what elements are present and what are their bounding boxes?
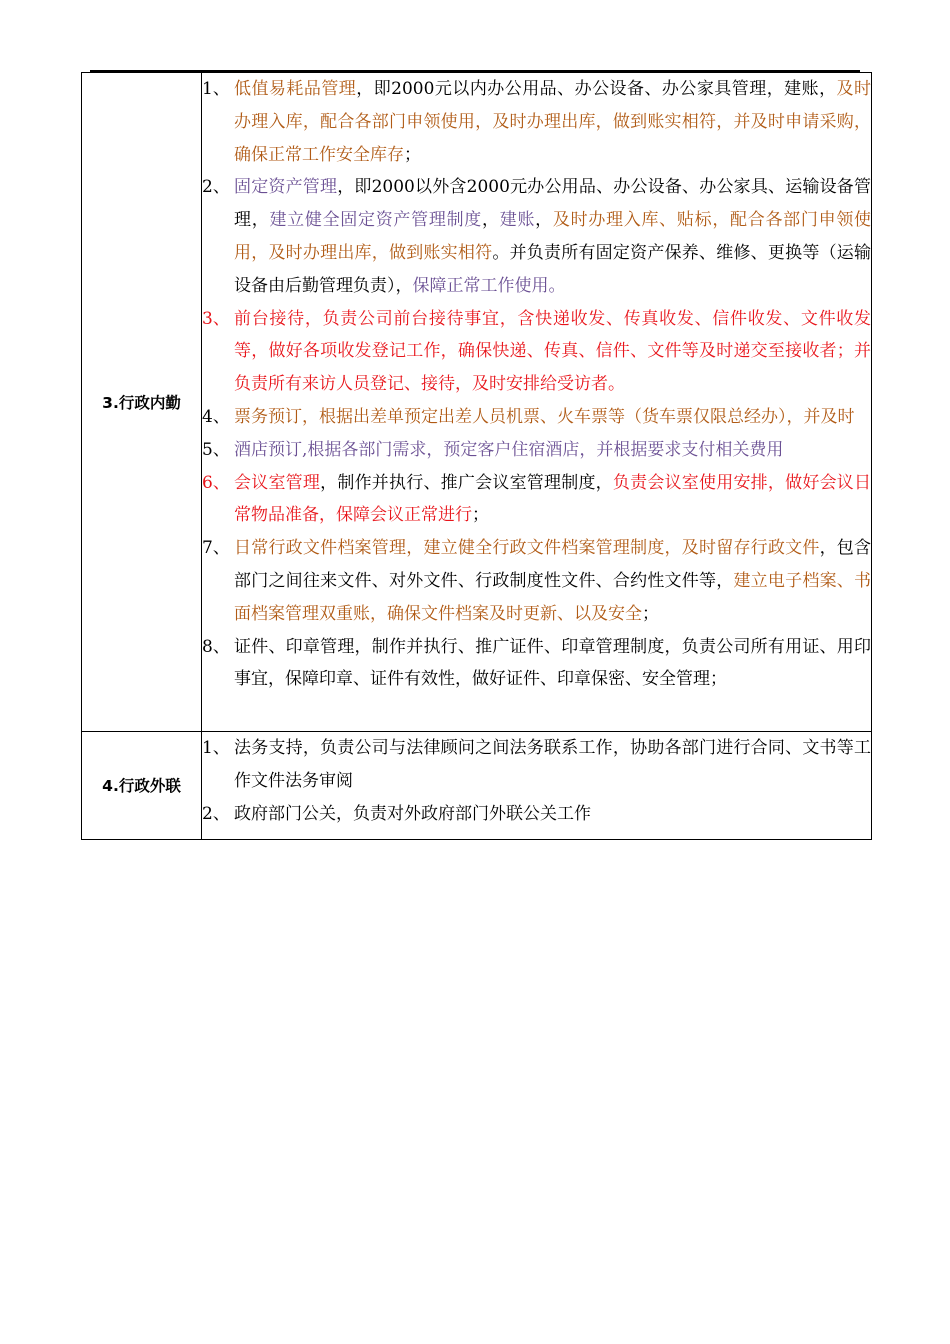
text-segment: 及时办理入库，配合各部门申领使用，及时办理出库，做到账实相符，并及时申请采购，确保正常工作安全库存 bbox=[234, 79, 872, 165]
list-item bbox=[202, 401, 871, 434]
item-number: 1、 bbox=[202, 738, 230, 759]
item-number: 4、 bbox=[202, 406, 230, 427]
text-segment: 日常行政文件档案管理，建立健全行政文件档案管理制度，及时留存行政文件 bbox=[234, 538, 820, 559]
text-segment: ，包含部门之间往来文件、对外文件、行政制度性文件、合约性文件等， bbox=[234, 538, 872, 591]
list-item bbox=[202, 532, 871, 630]
text-segment: 负责会议室使用安排，做好会议日常物品准备，保障会议正常进行 bbox=[234, 472, 872, 526]
list-item bbox=[202, 467, 871, 533]
text-segment: 建立电子档案、书面档案管理双重账，确保文件档案及时更新、以及安全 bbox=[234, 570, 872, 624]
item-text bbox=[234, 631, 871, 697]
list-item bbox=[202, 73, 871, 171]
text-segment: ； bbox=[642, 603, 659, 624]
item-number: 5、 bbox=[202, 439, 230, 460]
text-segment: 证件、印章管理，制作并执行、推广证件、印章管理制度，负责公司所有用证、用印事宜，保障印章、证件有效性，做好证件、印章保密、安全管理； bbox=[234, 636, 871, 690]
item-number: 1、 bbox=[202, 79, 230, 99]
item-text bbox=[234, 732, 871, 798]
text-segment: 票务预订，根据出差单预定出差人员机票、火车票等（货车票仅限总经办），并及时 bbox=[234, 406, 855, 427]
text-segment: 保障正常工作使用。 bbox=[412, 275, 566, 296]
text-segment: 酒店预订,根据各部门需求，预定客户住宿酒店，并根据要求支付相关费用 bbox=[234, 439, 784, 460]
text-segment: ， bbox=[535, 210, 553, 231]
item-text bbox=[234, 303, 871, 401]
section-label bbox=[82, 732, 202, 839]
text-segment: ，即2000以外含2000元办公用品、办公设备、办公家具、运输设备管理， bbox=[234, 177, 872, 231]
table-row bbox=[82, 732, 872, 839]
section-content bbox=[202, 732, 872, 839]
text-segment: ； bbox=[404, 144, 421, 165]
text-segment: 低值易耗品管理 bbox=[234, 79, 357, 99]
table-row bbox=[82, 73, 872, 732]
item-number: 2、 bbox=[202, 803, 230, 824]
text-segment: 法务支持，负责公司与法律顾问之间法务联系工作，协助各部门进行合同、文书等工作文件法务审阅 bbox=[234, 738, 871, 791]
item-number: 8、 bbox=[202, 636, 230, 657]
item-text bbox=[234, 73, 871, 171]
item-text bbox=[234, 798, 871, 831]
section-title: 4.行政外联 bbox=[102, 777, 181, 796]
item-number: 6、 bbox=[202, 472, 230, 493]
item-text bbox=[234, 171, 871, 302]
item-number: 7、 bbox=[202, 538, 230, 559]
spacer bbox=[202, 696, 871, 731]
text-segment: 前台接待，负责公司前台接待事宜，含快递收发、传真收发、信件收发、文件收发等，做好各项收发登记工作，确保快递、传真、信件、文件等及时递交至接收者；并负责所有来访人员登记、接待，及时安排给受访者。 bbox=[234, 308, 871, 395]
list-item bbox=[202, 434, 871, 467]
list-item bbox=[202, 631, 871, 697]
item-number: 2、 bbox=[202, 177, 230, 198]
list-item bbox=[202, 303, 871, 401]
text-segment: 政府部门公关，负责对外政府部门外联公关工作 bbox=[234, 803, 591, 824]
text-segment: 及时办理入库、贴标，配合各部门申领使用，及时办理出库，做到账实相符 bbox=[234, 210, 872, 263]
list-item bbox=[202, 732, 871, 798]
text-segment: ， bbox=[482, 210, 500, 231]
item-number: 3、 bbox=[202, 308, 230, 329]
item-text bbox=[234, 401, 871, 434]
item-text bbox=[234, 532, 871, 630]
item-text bbox=[234, 434, 871, 467]
section-label bbox=[82, 73, 202, 732]
text-segment: ，制作并执行、推广会议室管理制度， bbox=[320, 472, 613, 493]
list-item bbox=[202, 171, 871, 302]
spacer bbox=[202, 831, 871, 839]
item-text bbox=[234, 467, 871, 533]
text-segment: ，即2000元以内办公用品、办公设备、办公家具管理，建账， bbox=[356, 79, 837, 99]
section-content bbox=[202, 73, 872, 732]
text-segment: ； bbox=[472, 505, 489, 526]
list-item bbox=[202, 798, 871, 831]
duties-table bbox=[81, 72, 872, 840]
text-segment: 。并负责所有固定资产保养、维修、更换等（运输设备由后勤管理负责）， bbox=[234, 242, 872, 296]
section-title: 3.行政内勤 bbox=[102, 394, 181, 413]
text-segment: 固定资产管理 bbox=[234, 177, 338, 198]
text-segment: 建账 bbox=[499, 210, 536, 231]
text-segment: 会议室管理 bbox=[234, 472, 321, 493]
text-segment: 建立健全固定资产管理制度 bbox=[269, 210, 483, 231]
